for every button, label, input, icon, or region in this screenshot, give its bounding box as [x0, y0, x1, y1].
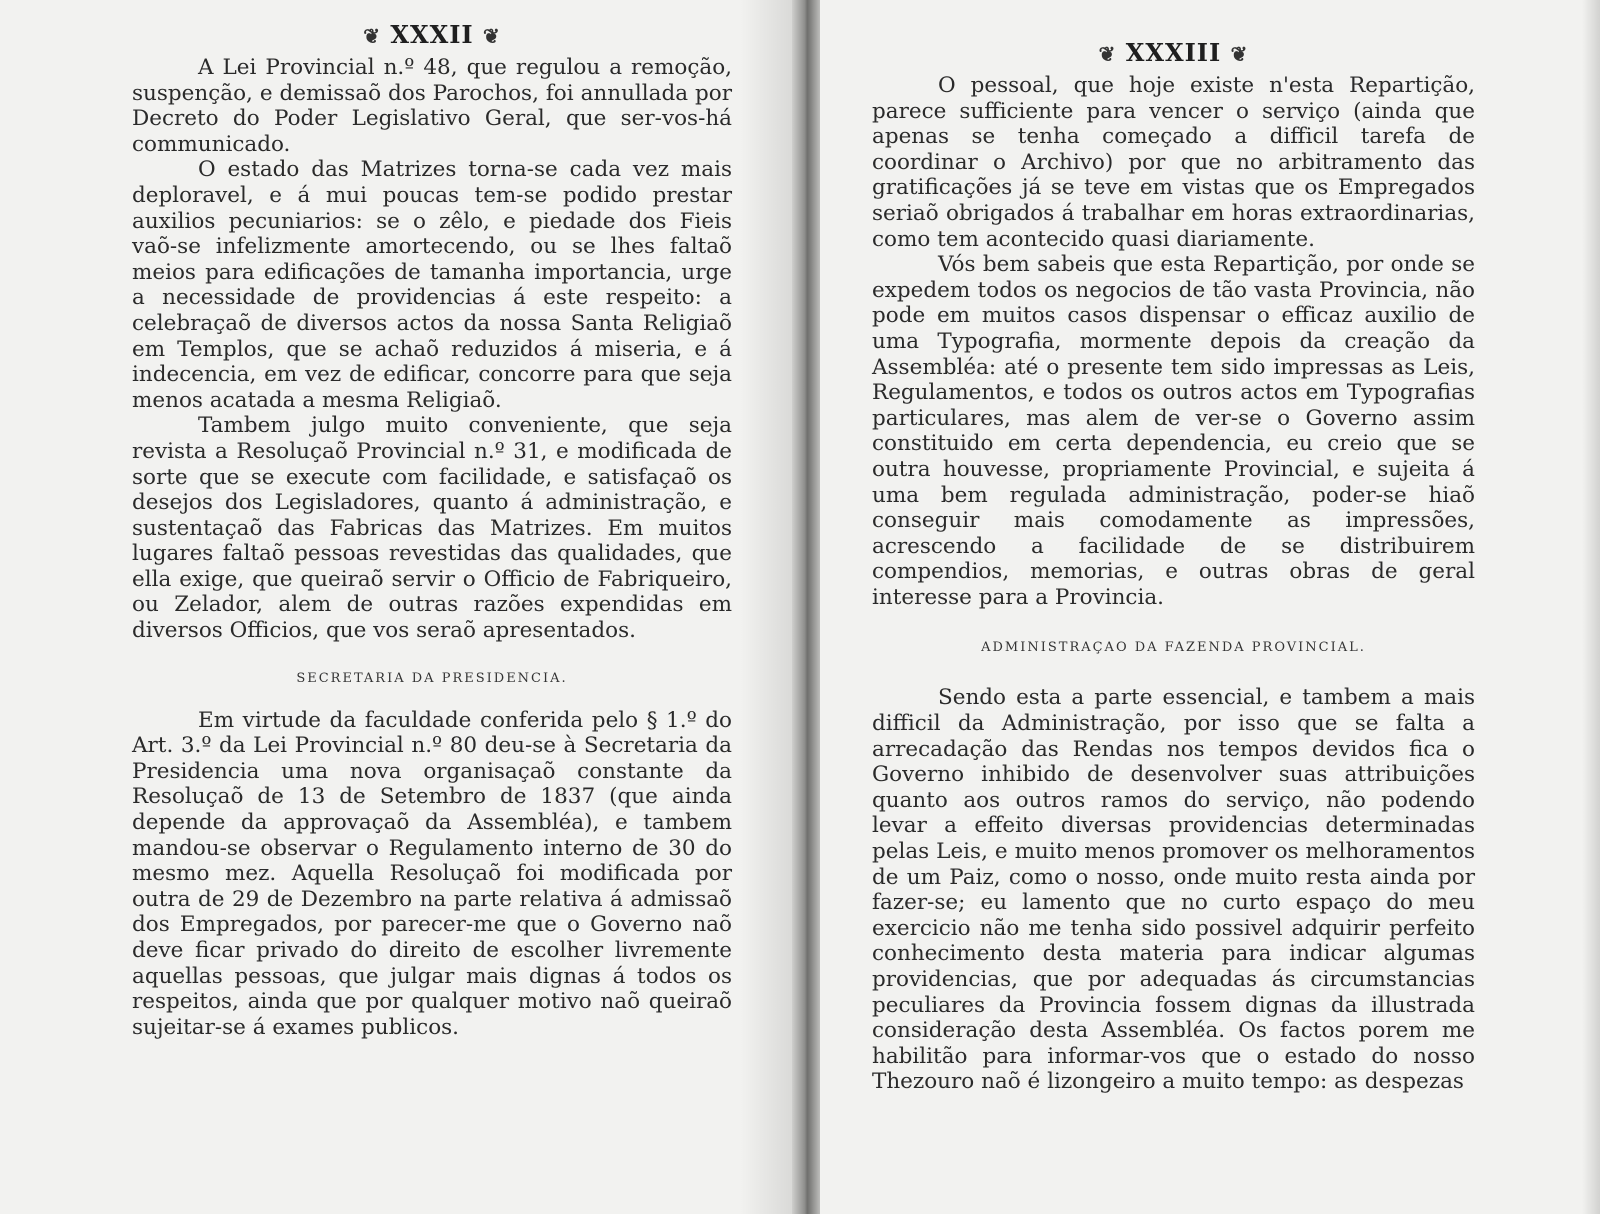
page-number: XXXII — [390, 20, 474, 49]
ornament-icon: ❦ — [363, 24, 381, 48]
left-page — [0, 0, 792, 1214]
paragraph: Sendo esta a parte essencial, e tambem a mais difficil da Administração, por isso que se falta a arrecadação das Rendas nos tempos devidos fica o Governo inhibido de desenvolver suas attribuições quanto aos outros ramos do serviço, não podendo levar a effeito diversas providencias determinadas pelas Leis, e muito menos promover os melhoramentos de um Paiz, como o nosso, onde muito resta ainda por fazer-se; eu lamento que no curto espaço do meu exercicio não me tenha sido possivel adquirir perfeito conhecimento desta materia para indicar algumas providencias, que por adequadas ás circumstancias peculiares da Provincia fossem dignas da illustrada consideração desta Assembléa. Os factos porem me habilitão para informar-vos que o estado do nosso Thezouro naõ é lizongeiro a muito tempo: as despezas — [872, 685, 1475, 1095]
paragraph: Em virtude da faculdade conferida pelo § 1.º do Art. 3.º da Lei Provincial n.º 80 deu-se à Secretaria da Presidencia uma nova organisaçaõ constante da Resoluçaõ de 13 de Setembro de 1837 (que ainda depende da approvaçaõ da Assembléa), e tambem mandou-se observar o Regulamento interno de 30 do mesmo mez. Aquella Resoluçaõ foi modificada por outra de 29 de Dezembro na parte relativa á admissaõ dos Empregados, por parecer-me que o Governo naõ deve ficar privado do direito de escolher livremente aquellas pessoas, que julgar mais dignas á todos os respeitos, ainda que por qualquer motivo naõ queiraõ sujeitar-se á exames publicos. — [132, 707, 732, 1040]
book-gutter — [792, 0, 820, 1214]
page-shadow — [740, 0, 792, 1214]
paragraph: O estado das Matrizes torna-se cada vez mais deploravel, e á mui poucas tem-se podido prestar auxilios pecuniarios: se o zêlo, e piedade dos Fieis vaõ-se infelizmente amortecendo, ou se lhes faltaõ meios para edificações de tamanha importancia, urge a necessidade de providencias á este respeito: a celebraçaõ de diversos actos da nossa Santa Religiaõ em Templos, que se achaõ reduzidos á miseria, e á indecencia, em vez de edificar, concorre para que seja menos acatada a mesma Religiaõ. — [132, 157, 732, 413]
ornament-icon: ❦ — [483, 24, 501, 48]
ornament-icon: ❦ — [1098, 42, 1117, 66]
ornament-icon: ❦ — [1230, 42, 1249, 66]
paragraph: O pessoal, que hoje existe n'esta Repartição, parece sufficiente para vencer o serviço (ainda que apenas se tenha começado a difficil tarefa de coordinar o Archivo) por que no arbitramento das gratificações já se teve em vistas que os Empregados seriaõ obrigados á trabalhar em horas extraordinarias, como tem acontecido quasi diariamente. — [872, 73, 1475, 252]
page-number: XXXIII — [1125, 38, 1222, 67]
paragraph: Vós bem sabeis que esta Repartição, por onde se expedem todos os negocios de tão vasta Provincia, não pode em muitos casos dispensar o efficaz auxilio de uma Typografia, mormente depois da creação da Assembléa: até o presente tem sido impressas as Leis, Regulamentos, e todos os outros actos em Typografias particulares, mas alem de ver-se o Governo assim constituido em certa dependencia, eu creio que se outra houvesse, propriamente Provincial, e sujeita á uma bem regulada administração, poder-se hiaõ conseguir mais comodamente as impressões, acrescendo a facilidade de se distribuirem compendios, memorias, e outras obras de geral interesse para a Provincia. — [872, 252, 1475, 610]
right-page — [820, 0, 1600, 1214]
paragraph: Tambem julgo muito conveniente, que seja revista a Resoluçaõ Provincial n.º 31, e modificada de sorte que se execute com facilidade, e satisfaçaõ os desejos dos Legisladores, quanto á administração, e sustentaçaõ das Fabricas das Matrizes. Em muitos lugares faltaõ pessoas revestidas das qualidades, que ella exige, que queiraõ servir o Officio de Fabriqueiro, ou Zelador, alem de outras razões expendidas em diversos Officios, que vos seraõ apresentados. — [132, 413, 732, 644]
section-title: SECRETARIA DA PRESIDENCIA. — [296, 670, 568, 686]
paragraph: A Lei Provincial n.º 48, que regulou a remoção, suspenção, e demissaõ dos Parochos, foi annullada por Decreto do Poder Legislativo Geral, que ser-vos-há communicado. — [132, 55, 732, 157]
page-header — [872, 38, 1475, 67]
page-edge — [1582, 0, 1600, 1214]
page-header — [132, 20, 732, 49]
section-title: ADMINISTRAÇAO DA FAZENDA PROVINCIAL. — [981, 640, 1366, 656]
